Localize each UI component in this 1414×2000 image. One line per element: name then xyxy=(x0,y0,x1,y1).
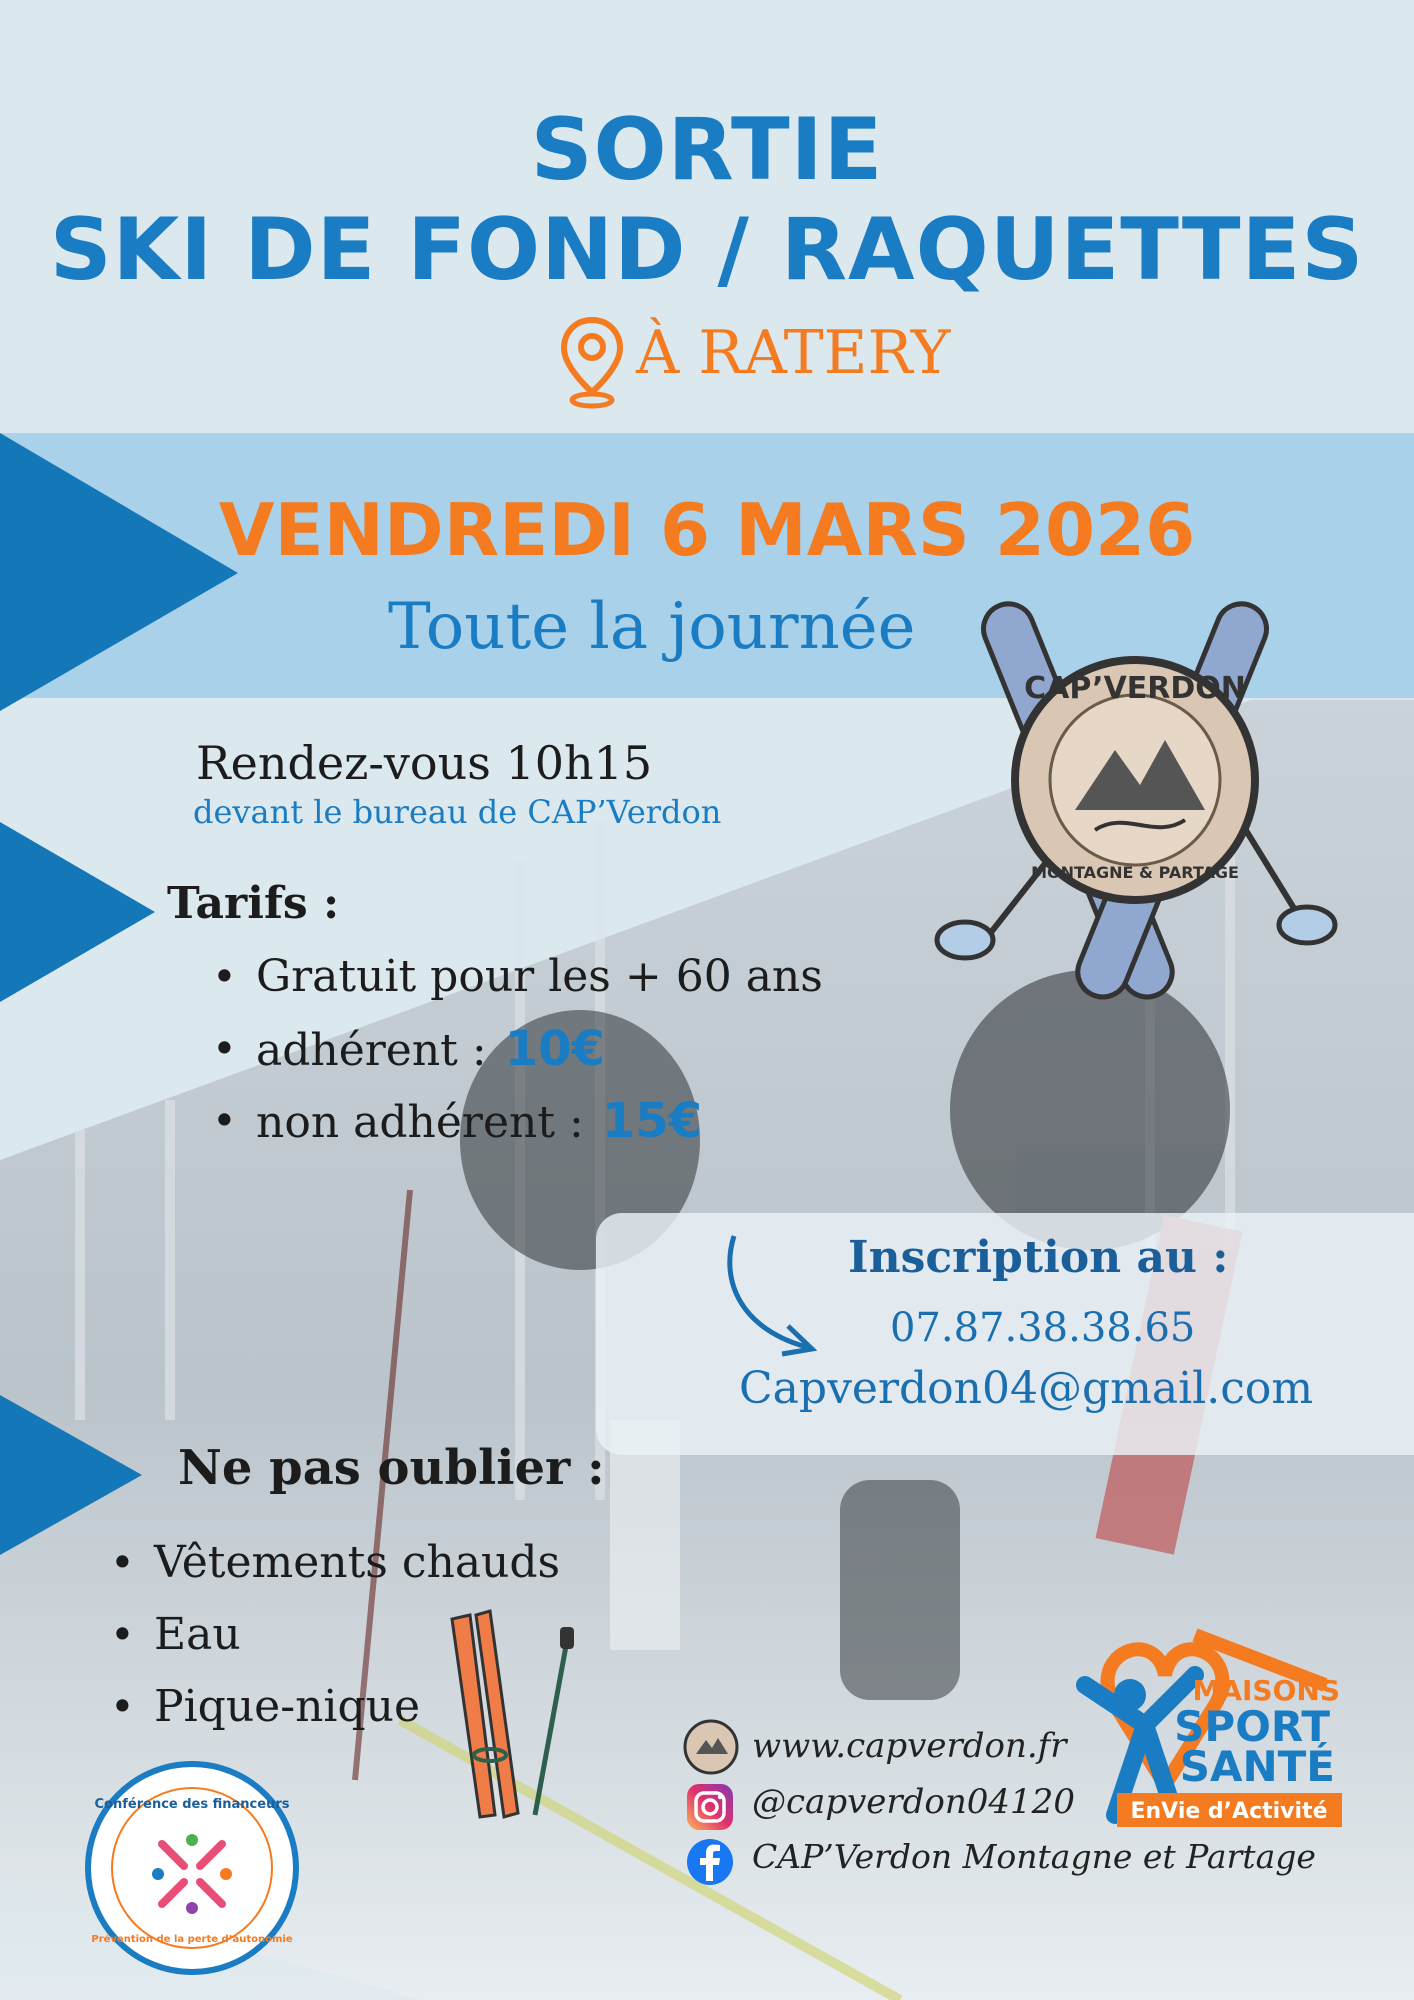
list-item xyxy=(256,941,823,1013)
mss-tag: EnVie d’Activité xyxy=(1130,1799,1328,1824)
meeting-time: Rendez-vous 10h15 xyxy=(196,736,653,790)
list-item xyxy=(256,1085,823,1157)
conference-logo-bottom: Prévention de la perte d’autonomie xyxy=(91,1934,293,1945)
capverdon-small-logo xyxy=(682,1718,740,1776)
reminder-heading: Ne pas oublier : xyxy=(178,1440,605,1496)
facebook-page[interactable]: CAP’Verdon Montagne et Partage xyxy=(752,1837,1316,1876)
list-item: • Pique-nique xyxy=(154,1671,560,1743)
mss-line2: SPORT xyxy=(1174,1702,1330,1751)
tarif-label: non adhérent : xyxy=(256,1097,584,1148)
location-pin-icon xyxy=(558,314,626,410)
conference-financeurs-logo xyxy=(84,1760,300,1976)
tarifs-list xyxy=(256,941,823,1157)
phone-number[interactable]: 07.87.38.38.65 xyxy=(890,1305,1196,1351)
arrow-icon xyxy=(720,1230,820,1360)
band-arrow xyxy=(0,433,240,713)
tarif-price: 10€ xyxy=(504,1021,605,1077)
tarifs-heading: Tarifs : xyxy=(167,878,340,929)
list-item: • Vêtements chauds xyxy=(154,1527,560,1599)
mss-line3: SANTÉ xyxy=(1179,1742,1335,1791)
instagram-handle[interactable]: @capverdon04120 xyxy=(752,1782,1075,1822)
location-text: À RATERY xyxy=(636,318,951,388)
conference-logo-top: Conférence des financeurs xyxy=(94,1797,290,1812)
capverdon-logo-bottom: MONTAGNE & PARTAGE xyxy=(1031,863,1239,882)
inscription-heading: Inscription au : xyxy=(848,1232,1229,1283)
title-line1: SORTIE xyxy=(530,100,884,200)
tarifs-arrow xyxy=(0,822,160,1002)
ski-icon xyxy=(440,1605,580,1825)
title-line2: SKI DE FOND / RAQUETTES xyxy=(49,200,1365,300)
email-link[interactable]: Capverdon04@gmail.com xyxy=(739,1363,1314,1414)
facebook-icon[interactable] xyxy=(685,1837,735,1887)
instagram-icon[interactable] xyxy=(685,1782,735,1832)
list-item xyxy=(256,1013,823,1085)
website-link[interactable]: www.capverdon.fr xyxy=(752,1726,1067,1766)
event-date: VENDREDI 6 MARS 2026 xyxy=(218,488,1196,572)
capverdon-logo xyxy=(925,580,1345,1020)
tarif-price: 15€ xyxy=(601,1093,703,1149)
tarif-label: adhérent : xyxy=(256,1025,487,1076)
event-duration: Toute la journée xyxy=(388,590,916,664)
capverdon-logo-top: CAP’VERDON xyxy=(1024,671,1246,706)
meeting-place: devant le bureau de CAP’Verdon xyxy=(193,793,722,831)
mss-line1: MAISONS xyxy=(1192,1674,1340,1707)
tarif-label: Gratuit pour les + 60 ans xyxy=(256,951,823,1002)
maisons-sport-sante-logo xyxy=(1045,1615,1345,1830)
list-item: • Eau xyxy=(154,1599,560,1671)
